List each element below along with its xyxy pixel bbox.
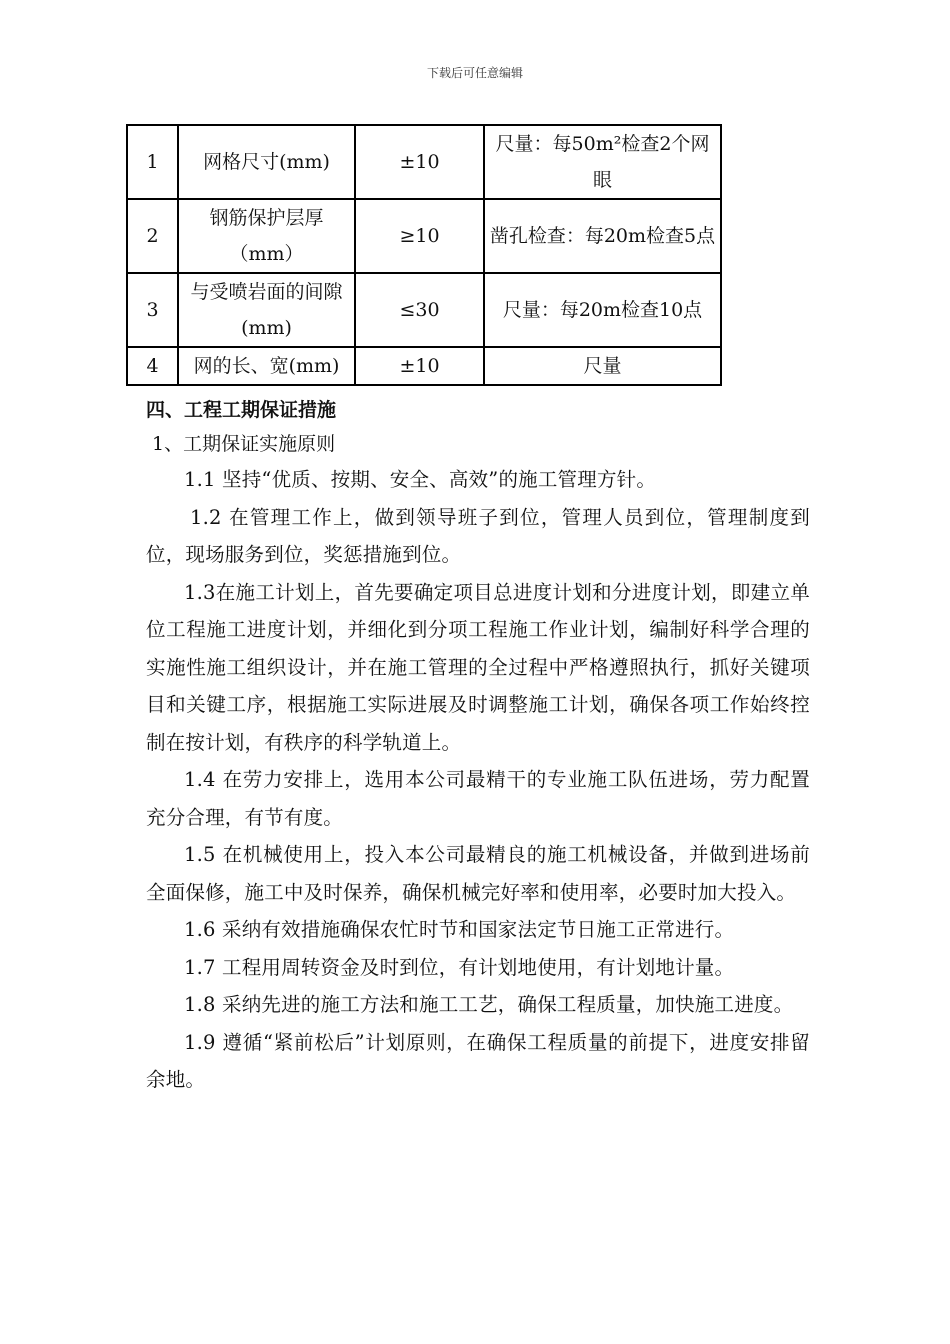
paragraph: 1.7 工程用周转资金及时到位，有计划地使用，有计划地计量。 xyxy=(184,955,735,979)
check-item: 网的长、宽(mm) xyxy=(178,347,355,385)
check-method: 尺量：每50m²检查2个网眼 xyxy=(484,125,721,199)
page-header: 下载后可任意编辑 xyxy=(426,66,523,80)
section-heading: 四、工程工期保证措施 xyxy=(146,399,337,421)
check-item: 钢筋保护层厚（mm） xyxy=(178,199,355,273)
check-method: 凿孔检查：每20m检查5点 xyxy=(484,199,721,273)
check-item: 网格尺寸(mm) xyxy=(178,125,355,199)
table-row xyxy=(127,273,721,347)
tolerance: ±10 xyxy=(355,347,484,385)
paragraph: 1.4 在劳力安排上，选用本公司最精干的专业施工队伍进场，劳力配置充分合理，有节有度。 xyxy=(146,768,810,829)
row-number: 4 xyxy=(127,347,178,385)
table-row xyxy=(127,347,721,385)
document-body xyxy=(146,393,810,1099)
paragraph: 1.6 采纳有效措施确保农忙时节和国家法定节日施工正常进行。 xyxy=(184,918,735,941)
table-row xyxy=(127,125,721,199)
row-number: 2 xyxy=(127,199,178,273)
check-item: 与受喷岩面的间隙(mm) xyxy=(178,273,355,347)
inspection-table xyxy=(126,124,722,386)
table-row xyxy=(127,199,721,273)
paragraph: 1.2 在管理工作上，做到领导班子到位，管理人员到位，管理制度到位，现场服务到位，奖惩措施到位。 xyxy=(146,505,810,566)
check-method: 尺量：每20m检查10点 xyxy=(484,273,721,347)
paragraph: 1.3在施工计划上，首先要确定项目总进度计划和分进度计划，即建立单位工程施工进度计划，并细化到分项工程施工作业计划，编制好科学合理的实施性施工组织设计，并在施工管理的全过程中严格遵照执行，抓好关键项目和关键工序，根据施工实际进展及时调整施工计划，确保各项工作始终控制在按计划，有秩序的科学轨道上。 xyxy=(146,580,810,754)
tolerance: ≤30 xyxy=(355,273,484,347)
paragraph: 1.5 在机械使用上，投入本公司最精良的施工机械设备，并做到进场前全面保修，施工中及时保养，确保机械完好率和使用率，必要时加大投入。 xyxy=(146,843,810,904)
paragraph: 1.8 采纳先进的施工方法和施工工艺，确保工程质量，加快施工进度。 xyxy=(184,993,794,1016)
row-number: 1 xyxy=(127,125,178,199)
tolerance: ≥10 xyxy=(355,199,484,273)
tolerance: ±10 xyxy=(355,125,484,199)
paragraph: 1.1 坚持“优质、按期、安全、高效”的施工管理方针。 xyxy=(184,468,657,491)
check-method: 尺量 xyxy=(484,347,721,385)
paragraph: 1.9 遵循“紧前松后”计划原则，在确保工程质量的前提下，进度安排留余地。 xyxy=(146,1030,810,1091)
row-number: 3 xyxy=(127,273,178,347)
subsection-heading: 1、工期保证实施原则 xyxy=(152,433,336,455)
